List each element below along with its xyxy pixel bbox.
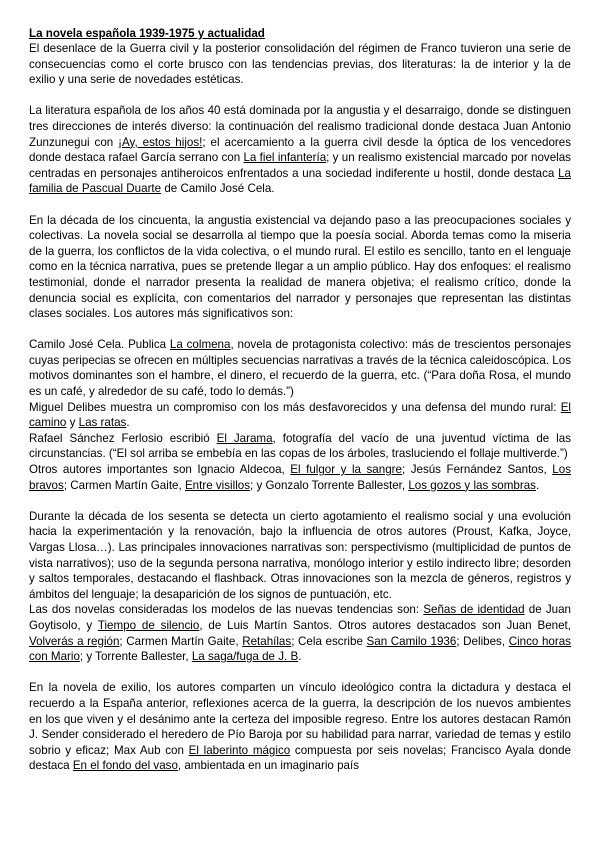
text-run: y	[66, 416, 79, 430]
text-run: , fotografía del vacío de una juventud víctima de las circunstancias. (“El sol arriba se embebía en las copas de los árboles, trasluciendo el follaje multiverde.”)	[29, 431, 571, 461]
text-run: ; Delibes,	[456, 634, 509, 648]
work-title: El camino	[29, 400, 571, 430]
text-run: compuesta por seis novelas; Francisco Ayala donde destaca	[29, 743, 572, 773]
paragraph-models	[29, 602, 571, 664]
paragraph-fifties	[29, 213, 571, 322]
work-title: La colmena	[169, 338, 231, 352]
paragraph-delibes	[29, 400, 571, 431]
text-run: .	[126, 416, 130, 430]
text-run: de Juan Goytisolo, y	[29, 603, 571, 632]
text-run: ; y Gonzalo Torrente Ballester,	[250, 478, 409, 492]
text-run: ; y un realismo existencial marcado por novelas centradas en personajes antiheroicos enfrentados a una sociedad indiferente u hostil, donde destaca	[29, 151, 571, 180]
work-title: Volverás a región	[29, 634, 120, 648]
text-run: ; Carmen Martín Gaite,	[63, 478, 185, 492]
work-title: Señas de identidad	[423, 603, 525, 617]
text-run: Miguel Delibes muestra un compromiso con los más desfavorecidos y una defensa del mundo rural:	[29, 400, 561, 414]
text-run: En la década de los cincuenta, la angustia existencial va dejando paso a las preocupaciones sociales y colectivas. La novela social se desarrolla al tiempo que la poesía social. Aborda temas como la miseria de la guerra, los conflictos de la vida colectiva, o el mundo rural. El estilo es sencillo, tanto en el lenguaje como en la técnica narrativa, pues se pretende llegar a un amplio público. Hay dos enfoques: el realismo testimonial, donde el narrador presenta la realidad de manera objetiva; el realismo crítico, donde la denuncia social es explícita, con comentarios del narrador y personajes que representan las distintas clases sociales. Los autores más significativos son:	[29, 213, 571, 321]
text-run: , novela de protagonista colectivo: más de trescientos personajes cuyas peripecias se ofrecen en múltiples secuencias narrativas a través de la técnica caleidoscópica. Los motivos dominantes son el hambre, el dinero, el recuerdo de la guerra, etc. (“Para doña Rosa, el mundo es un café, y alrededor de su café, todo lo demás.”)	[29, 338, 571, 399]
work-title: Los gozos y las sombras	[408, 478, 536, 492]
work-title: Cinco horas con Mario	[29, 634, 571, 664]
text-run: El desenlace de la Guerra civil y la posterior consolidación del régimen de Franco tuvieron una serie de consecuencias como el corte brusco con las tendencias previas, dos literaturas: la de interior y la de exilio y una serie de novedades estéticas.	[29, 42, 571, 87]
paragraph-intro	[29, 41, 571, 88]
work-title: En el fondo del vaso	[72, 759, 178, 773]
text-run: , ambientada en un imaginario país	[177, 759, 360, 773]
paragraph-sixties	[29, 509, 571, 603]
text-run: Las dos novelas consideradas los modelos de las nuevas tendencias son:	[29, 603, 424, 617]
text-run: ; y Torrente Ballester,	[79, 650, 192, 664]
work-title: Retahílas	[242, 634, 292, 648]
text-run: ; el acercamiento a la guerra civil desde la óptica de los vencedores donde destaca rafael García serrano con	[29, 135, 571, 165]
work-title: El fulgor y la sangre	[290, 463, 402, 477]
work-title: El laberinto mágico	[188, 743, 291, 757]
work-title: La familia de Pascual Duarte	[29, 166, 571, 196]
text-run: La literatura española de los años 40 está dominada por la angustia y el desarraigo, donde se distinguen tres direcciones de interés diverso: la continuación del realismo tradicional donde destaca Juan Antonio Zunzunegui con	[29, 104, 571, 149]
paragraph-exile	[29, 680, 571, 774]
work-title: Entre visillos	[184, 478, 251, 492]
work-title: Tiempo de silencio	[97, 618, 200, 632]
work-title: La fiel infantería	[243, 151, 327, 165]
paragraph-cela	[29, 337, 571, 399]
text-run: .	[535, 478, 540, 492]
text-run: Camilo José Cela. Publica	[29, 338, 170, 352]
text-run: ; Carmen Martín Gaite,	[119, 634, 243, 648]
text-run: ; Cela escribe	[291, 634, 367, 648]
work-title: El Jarama	[216, 431, 273, 445]
work-title: Las ratas	[78, 416, 127, 430]
work-title: La saga/fuga de J. B	[191, 650, 299, 664]
work-title: ¡Ay, estos hijos!	[118, 135, 203, 149]
text-run: ; Jesús Fernández Santos,	[401, 463, 553, 477]
paragraph-other-authors	[29, 462, 571, 493]
paragraph-forties	[29, 103, 571, 197]
document-title: La novela española 1939-1975 y actualidad	[29, 27, 265, 40]
text-run: de Camilo José Cela.	[161, 182, 275, 196]
text-run: Otros autores importantes son Ignacio Aldecoa,	[29, 463, 291, 477]
text-run: Durante la década de los sesenta se detecta un cierto agotamiento el realismo social y una evolución hacia la experimentación y la renovación, bajo la influencia de otros autores (Proust, Kafka, Joyce, Vargas Llosa…). Las principales innovaciones narrativas son: perspectivismo (multiplicidad de puntos de vista narrativos); uso de la segunda persona narrativa, monólogo interior y estilo indirecto libre; desorden y saltos temporales, destacando el flashback. Otras innovaciones son la mezcla de géneros, registros y ámbitos del lenguaje; la desaparición de los signos de puntuación, etc.	[29, 509, 571, 601]
work-title: Los bravos	[29, 463, 571, 492]
paragraph-ferlosio	[29, 431, 571, 462]
text-run: , de Luis Martín Santos. Otros autores destacados son Juan Benet,	[199, 618, 571, 632]
text-run: .	[298, 650, 302, 664]
text-run: En la novela de exilio, los autores comparten un vínculo ideológico contra la dictadura y destaca el recuerdo a la España anterior, reflexiones acerca de la guerra, la descripción de los nuevos ambientes en los que viven y el desánimo ante la certeza del imposible regreso. Entre los autores destacan Ramón J. Sender considerado el heredero de Pío Baroja por su habilidad para narrar, variedad de temas y estilo sobrio y eficaz; Max Aub con	[29, 681, 571, 757]
text-run: Rafael Sánchez Ferlosio escribió	[29, 431, 217, 445]
work-title: San Camilo 1936	[366, 634, 457, 648]
